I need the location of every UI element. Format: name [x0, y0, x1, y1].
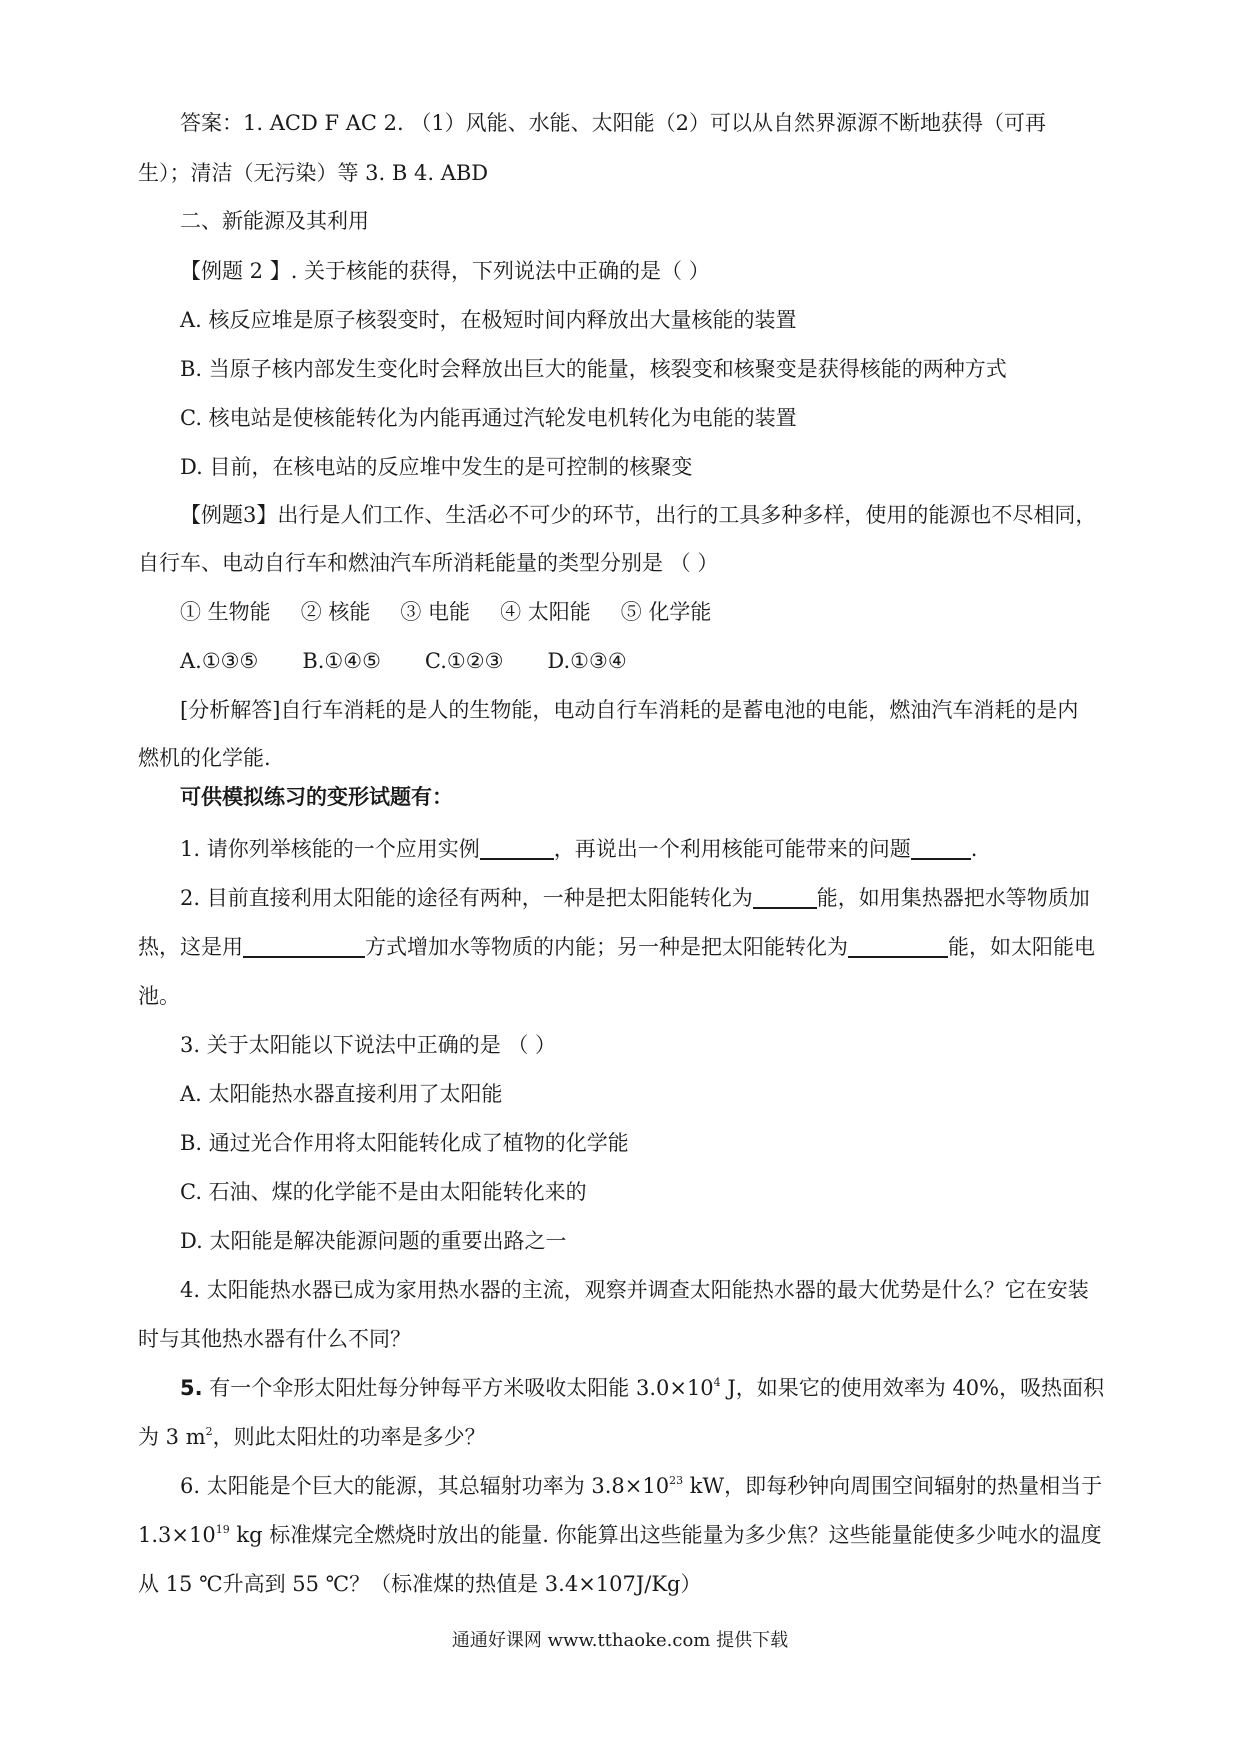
energy-item: ④ 太阳能 — [500, 600, 591, 624]
q5-text: 为 3 m — [138, 1425, 206, 1449]
q5-exponent: 2 — [205, 1425, 213, 1438]
question-3-option-a: A. 太阳能热水器直接利用了太阳能 — [180, 1082, 503, 1106]
q5-text: J，如果它的使用效率为 40%，吸热面积 — [720, 1376, 1105, 1400]
question-4-line-1: 4. 太阳能热水器已成为家用热水器的主流，观察并调查太阳能热水器的最大优势是什么？它在安装 — [180, 1278, 1089, 1302]
question-6-line-1 — [180, 1471, 1102, 1501]
question-3-option-b: B. 通过光合作用将太阳能转化成了植物的化学能 — [180, 1131, 629, 1155]
energy-item: ⑤ 化学能 — [620, 600, 712, 624]
question-3-option-d: D. 太阳能是解决能源问题的重要出路之一 — [180, 1229, 567, 1253]
example-2-option-d: D. 目前，在核电站的反应堆中发生的是可控制的核聚变 — [180, 455, 693, 479]
q2-text: 能，如太阳能电 — [948, 935, 1095, 959]
example-3-stem-line-2: 自行车、电动自行车和燃油汽车所消耗能量的类型分别是 （ ） — [138, 551, 719, 575]
question-4-line-2: 时与其他热水器有什么不同？ — [138, 1327, 411, 1351]
q5-text: 有一个伞形太阳灶每分钟每平方米吸收太阳能 3.0×10 — [209, 1376, 714, 1400]
answers-line-2: 生）；清洁（无污染）等 3. B 4. ABD — [138, 161, 489, 185]
section-heading: 二、新能源及其利用 — [180, 209, 369, 233]
question-3-stem: 3. 关于太阳能以下说法中正确的是 （ ） — [180, 1033, 557, 1057]
example-2-option-a: A. 核反应堆是原子核裂变时，在极短时间内释放出大量核能的装置 — [180, 308, 797, 332]
q6-text: kg 标准煤完全燃烧时放出的能量. 你能算出这些能量为多少焦？这些能量能使多少吨水的温度 — [229, 1523, 1102, 1547]
question-5-line-2 — [138, 1422, 486, 1452]
question-6-line-2 — [138, 1520, 1102, 1550]
energy-item: ② 核能 — [300, 600, 371, 624]
question-2-line-3: 池。 — [138, 984, 180, 1008]
question-6-line-3: 从 15 ℃升高到 55 ℃？（标准煤的热值是 3.4×107J/Kg） — [138, 1572, 702, 1596]
question-5-line-1 — [180, 1373, 1104, 1403]
q1-text: . — [970, 837, 978, 861]
q2-text: 方式增加水等物质的内能；另一种是把太阳能转化为 — [365, 935, 848, 959]
answers-line-1: 答案：1. ACD F AC 2. （1）风能、水能、太阳能（2）可以从自然界源源不断地获得（可再 — [180, 111, 1047, 135]
example-3-choices — [180, 646, 627, 676]
q6-text: kW，即每秒钟向周围空间辐射的热量相当于 — [683, 1474, 1103, 1498]
answer-blank — [911, 838, 971, 860]
answer-blank — [480, 838, 554, 860]
page-footer: 通通好课网 www.tthaoke.com 提供下载 — [451, 1630, 789, 1651]
answer-blank — [243, 936, 365, 958]
q6-exponent: 23 — [669, 1474, 684, 1487]
energy-item: ③ 电能 — [400, 600, 471, 624]
choice-a: A.①③⑤ — [180, 649, 259, 673]
example-3-analysis-line-2: 燃机的化学能. — [138, 746, 271, 770]
practice-heading: 可供模拟练习的变形试题有： — [180, 785, 453, 809]
example-2-stem: 【例题 2 】. 关于核能的获得，下列说法中正确的是（ ） — [180, 259, 710, 283]
question-3-option-c: C. 石油、煤的化学能不是由太阳能转化来的 — [180, 1180, 587, 1204]
energy-item: ① 生物能 — [180, 600, 271, 624]
question-1 — [180, 834, 977, 864]
question-2-line-1 — [180, 883, 1090, 913]
q2-text: 能，如用集热器把水等物质加 — [816, 886, 1090, 910]
choice-b: B.①④⑤ — [302, 649, 381, 673]
example-3-analysis-line-1: [分析解答]自行车消耗的是人的生物能，电动自行车消耗的是蓄电池的电能，燃油汽车消耗的是内 — [180, 698, 1079, 722]
q5-exponent: 4 — [713, 1376, 721, 1389]
answer-blank — [848, 936, 948, 958]
q2-text: 热，这是用 — [138, 935, 243, 959]
q5-number: 5. — [180, 1376, 203, 1400]
q6-text: 1.3×10 — [138, 1523, 216, 1547]
answer-blank — [753, 887, 817, 909]
q1-text: ，再说出一个利用核能可能带来的问题 — [553, 837, 911, 861]
example-3-stem-line-1: 【例题3】出行是人们工作、生活必不可少的环节，出行的工具多种多样，使用的能源也不尽相同， — [180, 503, 1097, 527]
example-3-energy-items — [180, 597, 711, 627]
q6-exponent: 19 — [215, 1523, 230, 1536]
q6-text: 6. 太阳能是个巨大的能源，其总辐射功率为 3.8×10 — [180, 1474, 670, 1498]
example-2-option-b: B. 当原子核内部发生变化时会释放出巨大的能量，核裂变和核聚变是获得核能的两种方式 — [180, 357, 1007, 381]
choice-c: C.①②③ — [424, 649, 504, 673]
choice-d: D.①③④ — [547, 649, 627, 673]
question-2-line-2 — [138, 932, 1095, 962]
q5-text: ，则此太阳灶的功率是多少？ — [212, 1425, 486, 1449]
q2-text: 2. 目前直接利用太阳能的途径有两种，一种是把太阳能转化为 — [180, 886, 753, 910]
q1-text: 1. 请你列举核能的一个应用实例 — [180, 837, 480, 861]
example-2-option-c: C. 核电站是使核能转化为内能再通过汽轮发电机转化为电能的装置 — [180, 406, 797, 430]
